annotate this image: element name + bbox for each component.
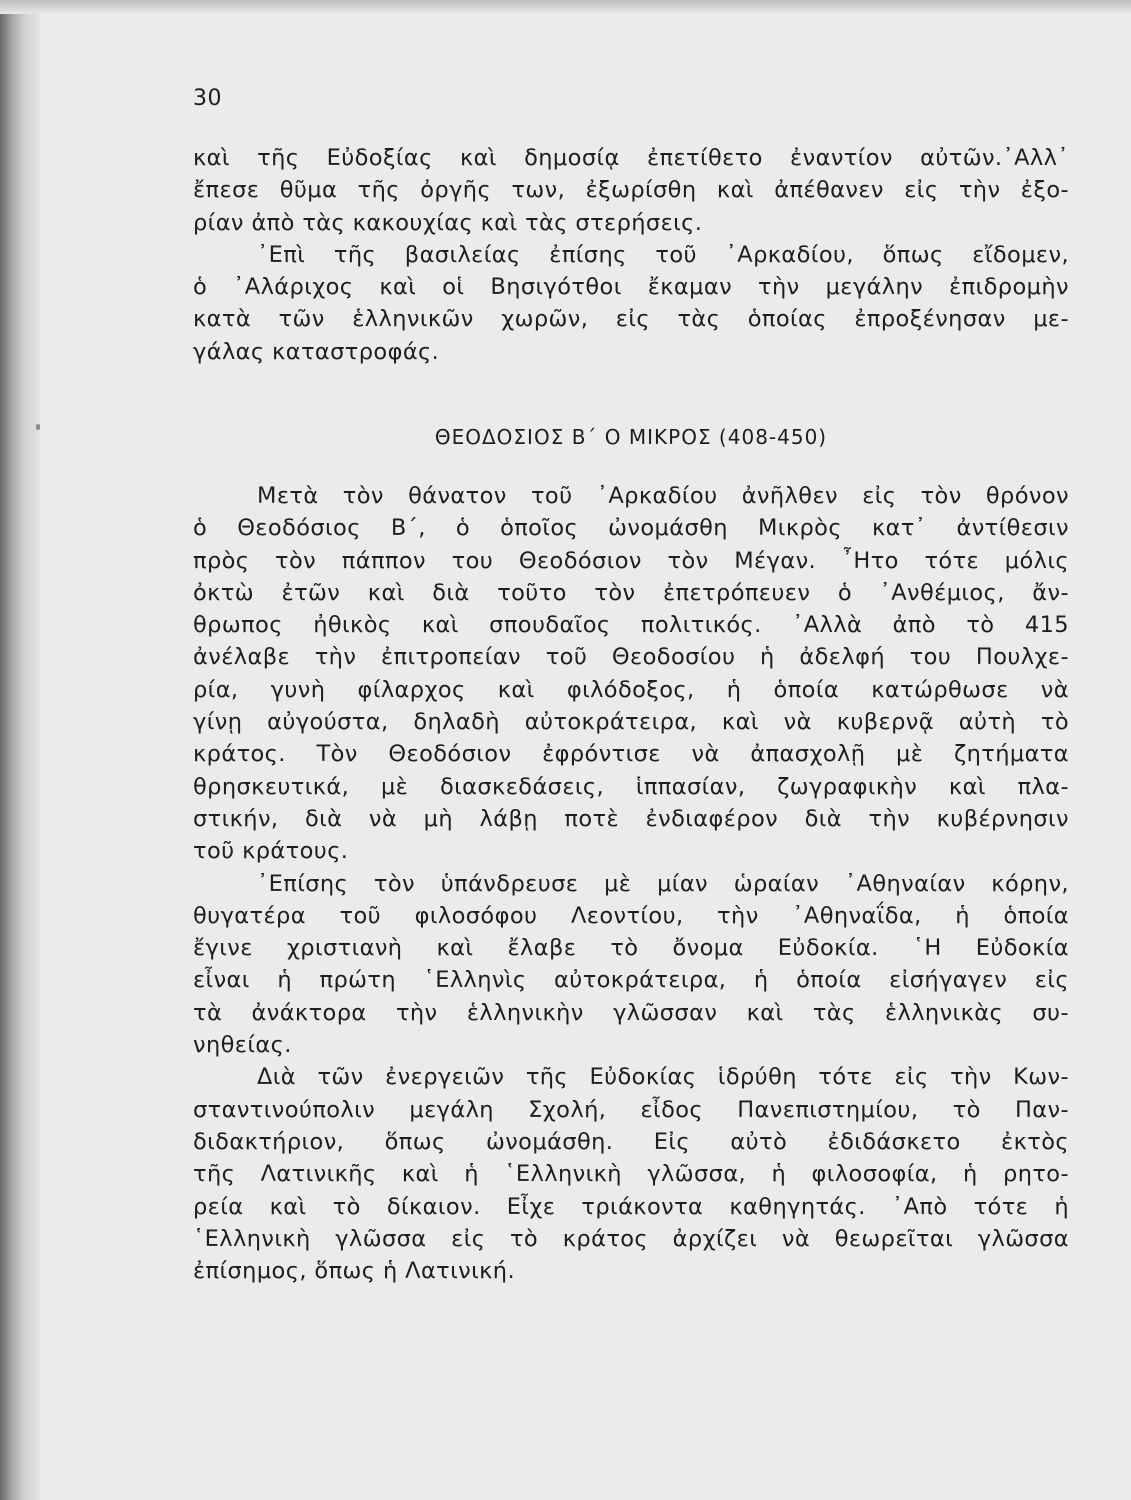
text-line: ᾿Επίσης τὸν ὑπάνδρευσε μὲ μίαν ὡραίαν ᾿Αθηναίαν κόρην, bbox=[257, 870, 1069, 897]
text-line: ἀνέλαβε τὴν ἐπιτροπείαν τοῦ Θεοδοσίου ἡ ἀδελφή του Πουλχε- bbox=[193, 644, 1069, 671]
text-line: στικήν, διὰ νὰ μὴ λάβῃ ποτὲ ἐνδιαφέρον διὰ τὴν κυβέρνησιν bbox=[193, 805, 1069, 832]
text-line: κράτος. Τὸν Θεοδόσιον ἐφρόντισε νὰ ἀπασχολῇ μὲ ζητήματα bbox=[193, 741, 1069, 768]
text-line: ῾Ελληνικὴ γλῶσσα εἰς τὸ κράτος ἀρχίζει νὰ θεωρεῖται γλῶσσα bbox=[193, 1225, 1069, 1252]
text-line: ρεία καὶ τὸ δίκαιον. Εἶχε τριάκοντα καθηγητάς. ᾿Απὸ τότε ἡ bbox=[193, 1193, 1069, 1220]
text-line: ρία, γυνὴ φίλαρχος καὶ φιλόδοξος, ἡ ὁποία κατώρθωσε νὰ bbox=[193, 676, 1069, 703]
text-line: ἔγινε χριστιανὴ καὶ ἔλαβε τὸ ὄνομα Εὐδοκία. ῾Η Εὐδοκία bbox=[193, 935, 1069, 962]
text-line: νηθείας. bbox=[193, 1032, 292, 1059]
text-line: σταντινούπολιν μεγάλη Σχολή, εἶδος Πανεπιστημίου, τὸ Παν- bbox=[193, 1096, 1069, 1123]
page-top-shadow bbox=[0, 0, 1131, 14]
page-number: 30 bbox=[193, 86, 222, 111]
text-line: γάλας καταστροφάς. bbox=[193, 338, 440, 365]
section-heading: ΘΕΟΔΟΣΙΟΣ Β΄ Ο ΜΙΚΡΟΣ (408-450) bbox=[434, 425, 828, 449]
main-text bbox=[193, 480, 1069, 1287]
text-line: θρωπος ἠθικὸς καὶ σπουδαῖος πολιτικός. ᾿Αλλὰ ἀπὸ τὸ 415 bbox=[193, 612, 1069, 639]
text-line: διδακτήριον, ὅπως ὠνομάσθη. Εἰς αὐτὸ ἐδιδάσκετο ἐκτὸς bbox=[193, 1128, 1069, 1155]
text-line: πρὸς τὸν πάππον του Θεοδόσιον τὸν Μέγαν. ῏Ητο τότε μόλις bbox=[193, 547, 1069, 574]
text-line: καὶ τῆς Εὐδοξίας καὶ δημοσίᾳ ἐπετίθετο ἐναντίον αὐτῶν.᾿Αλλ᾽ bbox=[193, 145, 1069, 171]
opening-text bbox=[193, 142, 1069, 368]
text-line: ἐπίσημος, ὅπως ἡ Λατινική. bbox=[193, 1258, 515, 1285]
text-line: ἔπεσε θῦμα τῆς ὀργῆς των, ἐξωρίσθη καὶ ἀπέθανεν εἰς τὴν ἐξο- bbox=[193, 177, 1069, 204]
text-line: κατὰ τῶν ἑλληνικῶν χωρῶν, εἰς τὰς ὁποίας ἐπροξένησαν με- bbox=[193, 306, 1069, 333]
margin-speck bbox=[36, 424, 40, 430]
text-line: εἶναι ἡ πρώτη ῾Ελληνὶς αὐτοκράτειρα, ἡ ὁποία εἰσήγαγεν εἰς bbox=[193, 967, 1069, 994]
text-line: γίνῃ αὐγούστα, δηλαδὴ αὐτοκράτειρα, καὶ νὰ κυβερνᾷ αὐτὴ τὸ bbox=[193, 709, 1069, 736]
text-line: ὁ Θεοδόσιος Β΄, ὁ ὁποῖος ὠνομάσθη Μικρὸς κατ᾽ ἀντίθεσιν bbox=[193, 515, 1069, 542]
text-line: ὀκτὼ ἐτῶν καὶ διὰ τοῦτο τὸν ἐπετρόπευεν ὁ ᾿Ανθέμιος, ἄν- bbox=[193, 579, 1069, 606]
text-line: τῆς Λατινικῆς καὶ ἡ ῾Ελληνικὴ γλῶσσα, ἡ φιλοσοφία, ἡ ρητο- bbox=[193, 1161, 1069, 1188]
text-line: ρίαν ἀπὸ τὰς κακουχίας καὶ τὰς στερήσεις. bbox=[193, 209, 703, 236]
text-line: τὰ ἀνάκτορα τὴν ἑλληνικὴν γλῶσσαν καὶ τὰς ἑλληνικὰς συ- bbox=[193, 999, 1069, 1026]
text-line: Διὰ τῶν ἐνεργειῶν τῆς Εὐδοκίας ἱδρύθη τότε εἰς τὴν Κων- bbox=[257, 1064, 1069, 1091]
text-line: τοῦ κράτους. bbox=[193, 838, 349, 865]
page-edge-shadow bbox=[0, 0, 40, 1500]
text-line: θρησκευτικά, μὲ διασκεδάσεις, ἱππασίαν, ζωγραφικὴν καὶ πλα- bbox=[193, 773, 1069, 800]
text-line: Μετὰ τὸν θάνατον τοῦ ᾿Αρκαδίου ἀνῆλθεν εἰς τὸν θρόνον bbox=[257, 483, 1069, 509]
text-line: ὁ ᾿Αλάριχος καὶ οἱ Βησιγότθοι ἔκαμαν τὴν μεγάλην ἐπιδρομὴν bbox=[193, 274, 1069, 301]
text-line: ᾿Επὶ τῆς βασιλείας ἐπίσης τοῦ ᾿Αρκαδίου, ὅπως εἴδομεν, bbox=[257, 241, 1069, 268]
text-line: θυγατέρα τοῦ φιλοσόφου Λεοντίου, τὴν ᾿Αθηναΐδα, ἡ ὁποία bbox=[193, 902, 1069, 929]
